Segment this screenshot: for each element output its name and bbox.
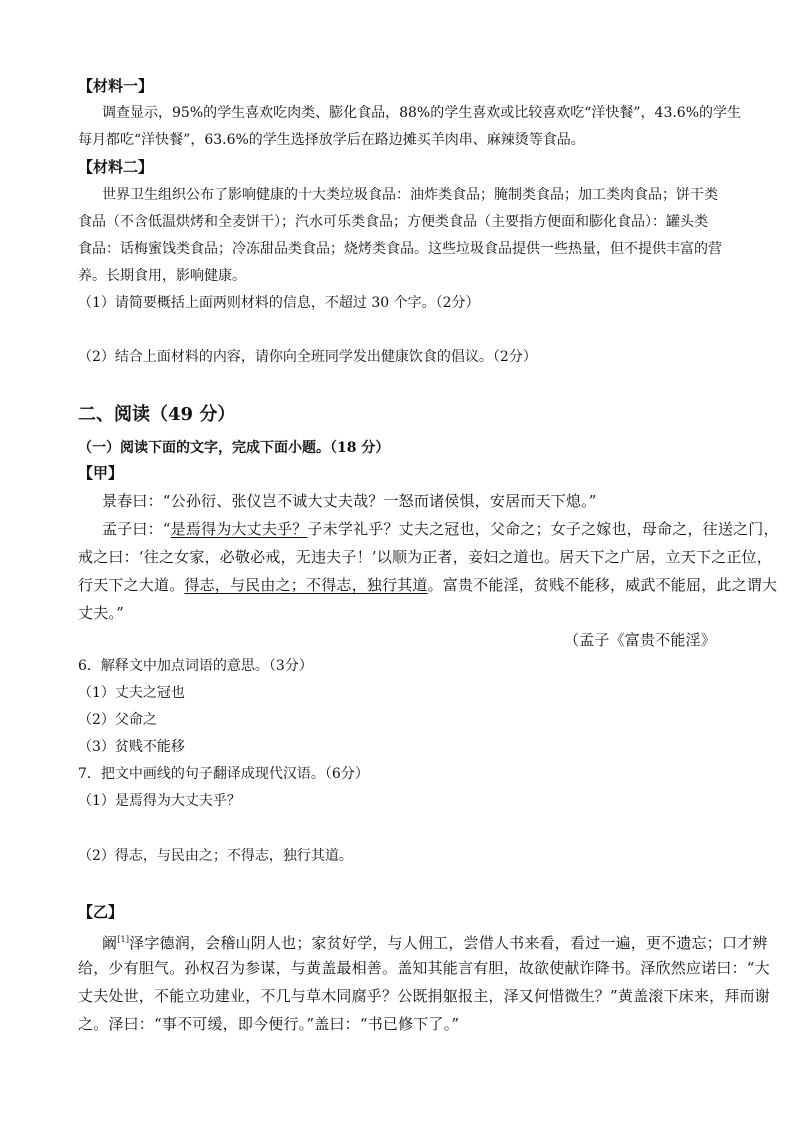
material2-text-line: 食品（不含低温烘烤和全麦饼干）；汽水可乐类食品；方便类食品（主要指方便面和膨化食品）：罐头类 — [78, 214, 708, 230]
jia-text-line — [102, 519, 779, 539]
jia-text-line: 戒之曰：‘往之女家，必敬必戒，无违夫子！’以顺为正者，妾妇之道也。居天下之广居，立天下之正位， — [78, 548, 772, 566]
material1-text-line: 每月都吃“洋快餐”，63.6%的学生选择放学后在路边摊买羊肉串、麻辣烫等食品。 — [78, 132, 585, 148]
jia-text-line: 景春曰：“公孙衍、张仪岂不诚大丈夫哉？一怒而诸侯惧，安居而天下熄。” — [102, 492, 597, 510]
jia-text-line: 丈夫。” — [78, 604, 124, 622]
jia-text-line — [78, 575, 778, 595]
jia-text-segment: 子未学礼乎？丈夫之冠也，父命之；女子之嫁也，母命之，往送之门， — [307, 520, 779, 538]
section-title: 二、阅读（49 分） — [78, 404, 236, 425]
jia-text-segment: 行天下之大道。 — [78, 576, 185, 594]
jia-source: （孟子《富贵不能淫》 — [563, 631, 716, 649]
question-7-item: （2）得志，与民由之；不得志，独行其道。 — [78, 848, 353, 864]
material2-text-line: 世界卫生组织公布了影响健康的十大类垃圾食品：油炸类食品；腌制类食品；加工类肉食品；饼干类 — [102, 187, 718, 203]
footnote-marker: [1] — [117, 935, 130, 944]
material2-label: 【材料二】 — [78, 158, 154, 176]
jia-text-segment: 。富贵不能淫，贫贱不能移，威武不能屈，此之谓大 — [427, 576, 778, 594]
jia-label: 【甲】 — [78, 464, 124, 482]
yi-text-line — [102, 930, 768, 953]
yi-text-line: 给，少有胆气。孙权召为参谋，与黄盖最相善。盖知其能言有胆，故欲使献诈降书。泽欣然应诺曰：“大 — [78, 959, 770, 977]
question-7-item: （1）是焉得为大丈夫乎？ — [78, 793, 241, 809]
yi-text-line: 丈夫处世，不能立功建业，不几与草木同腐乎？公既捐躯报主，泽又何惜微生？”黄盖滚下床来，拜而谢 — [78, 987, 770, 1005]
question-6-item: （3）贫贱不能移 — [78, 739, 185, 755]
jia-text-segment: 孟子曰：“ — [102, 520, 171, 538]
question-2: （2）结合上面材料的内容，请你向全班同学发出健康饮食的倡议。（2分） — [78, 349, 537, 365]
section-subtitle: （一）阅读下面的文字，完成下面小题。（18 分） — [78, 440, 390, 456]
question-6-title: 6．解释文中加点词语的意思。（3分） — [78, 658, 313, 674]
material2-text-line: 食品：话梅蜜饯类食品；冷冻甜品类食品；烧烤类食品。这些垃圾食品提供一些热量，但不提供丰富的营 — [78, 241, 722, 257]
question-7-title: 7．把文中画线的句子翻译成现代汉语。（6分） — [78, 766, 369, 782]
material1-label: 【材料一】 — [78, 77, 154, 95]
underlined-sentence: 是焉得为大丈夫乎？ — [170, 520, 308, 538]
material2-text-line: 养。长期食用，影响健康。 — [78, 268, 246, 284]
material1-text-line: 调查显示，95%的学生喜欢吃肉类、膨化食品，88%的学生喜欢或比较喜欢吃“洋快餐”，43.6%的学生 — [102, 105, 742, 121]
yi-text-segment: 泽字德润，会稽山阴人也；家贫好学，与人佣工，尝借人书来看，看过一遍，更不遗忘；口才辨 — [129, 934, 768, 952]
yi-text-line: 之。泽曰：“事不可缓，即今便行。”盖曰：“书已修下了。” — [78, 1015, 460, 1033]
yi-label: 【乙】 — [78, 903, 124, 921]
question-6-item: （1）丈夫之冠也 — [78, 685, 185, 701]
underlined-sentence: 得志，与民由之；不得志，独行其道 — [184, 576, 428, 594]
yi-text-segment: 阚 — [102, 934, 118, 952]
question-1: （1）请简要概括上面两则材料的信息，不超过 30 个字。（2分） — [78, 295, 480, 311]
question-6-item: （2）父命之 — [78, 712, 157, 728]
